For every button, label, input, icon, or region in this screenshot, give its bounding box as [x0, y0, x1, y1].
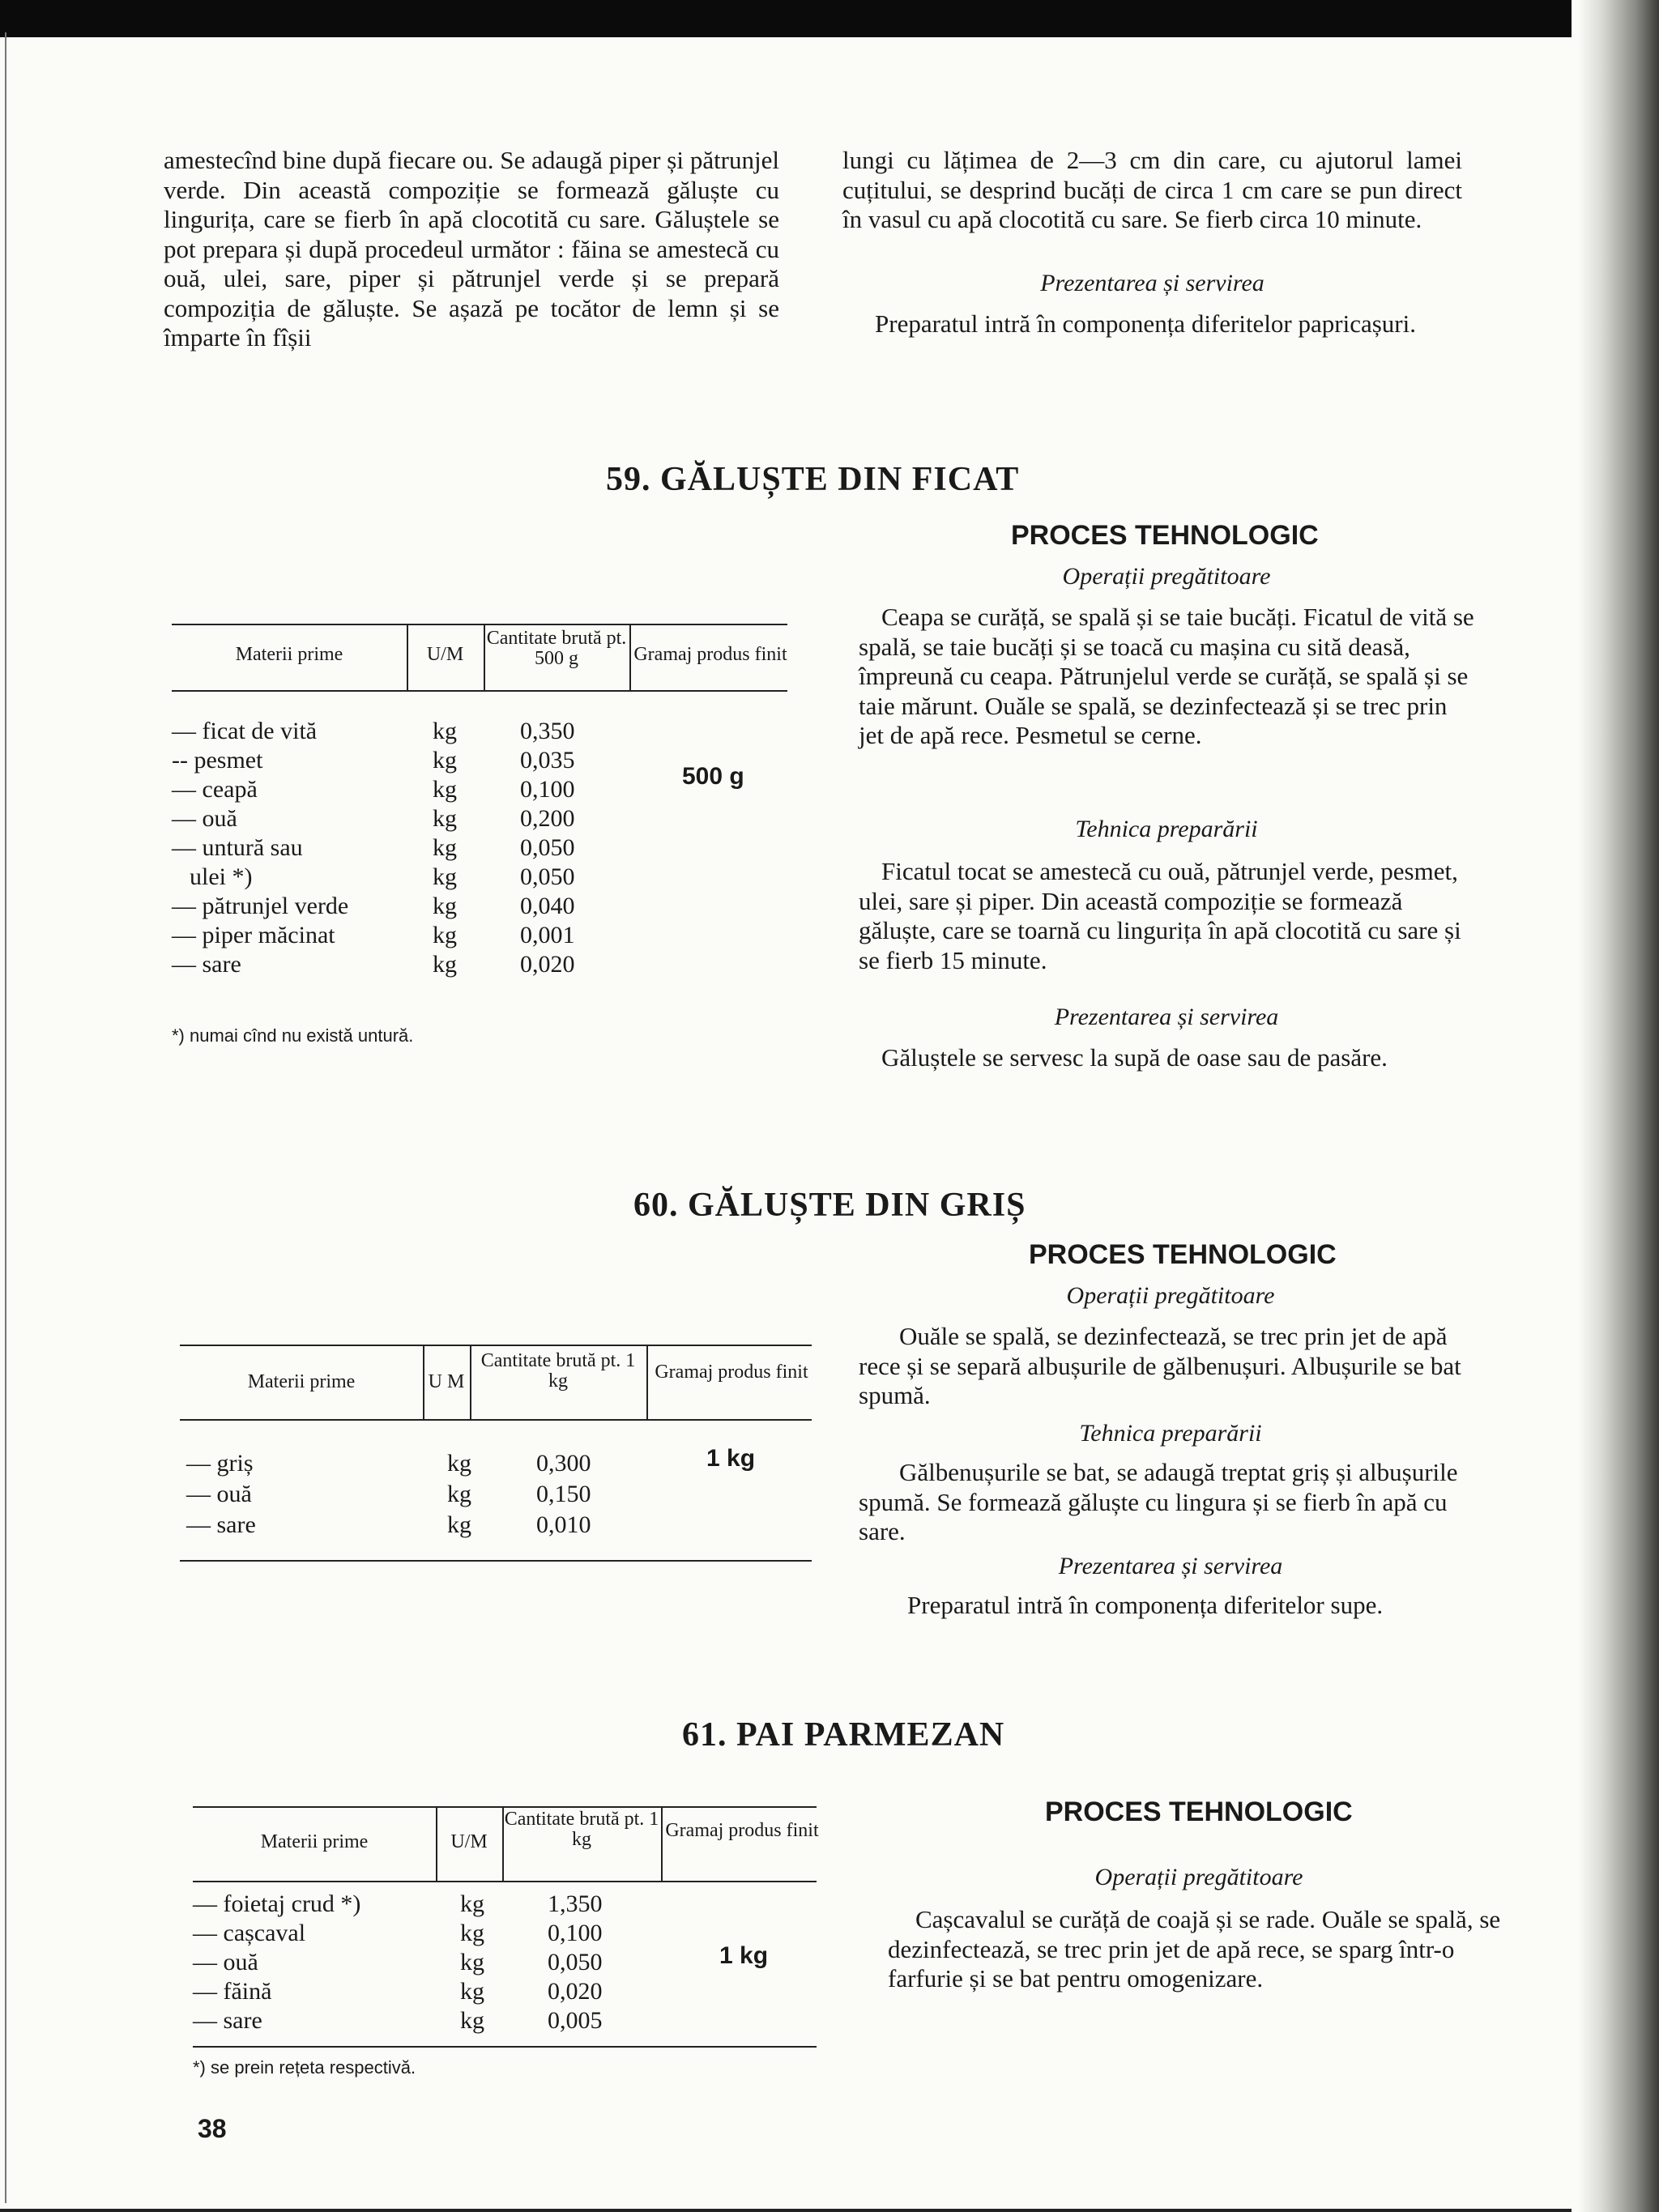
section-text: Ouăle se spală, se dezinfectează, se trec prin jet de apă rece și se separă albușurile de gălbenușuri. Albușurile se bat spumă.: [859, 1322, 1461, 1410]
recipe-60-table: Materii prime U M Cantitate brută pt. 1 kg Gramaj produs finit — griș kg 0,300 — ouă kg 0,150 — sare kg 0,010 1 kg: [180, 1338, 820, 1581]
header-yield: Gramaj produs finit: [655, 1362, 808, 1383]
page-number: 38: [198, 2114, 227, 2143]
recipe-60-title: 60. GĂLUȘTE DIN GRIȘ: [633, 1187, 1026, 1224]
section-text: Găluștele se servesc la supă de oase sau de pasăre.: [881, 1043, 1388, 1072]
header-quantity: Cantitate brută pt. 1 kg: [504, 1809, 659, 1851]
yield-value: 1 kg: [719, 1942, 769, 1969]
table-rule: [193, 1806, 817, 1808]
section-heading: Tehnica preparării: [1075, 816, 1258, 842]
recipe-61-process-title: PROCES TEHNOLOGIC: [1045, 1796, 1353, 1827]
scan-top-border: [0, 0, 1572, 37]
section-text: Cașcavalul se curăță de coajă și se rade. Ouăle se spală, se dezinfectează, se trec prin jet de apă rece, se sparg într-o farfurie și se bat pentru omogenizare.: [888, 1905, 1501, 1993]
table-rule: [180, 1560, 812, 1562]
table-rule: [172, 624, 787, 625]
header-quantity: Cantitate brută pt. 500 g: [486, 628, 627, 670]
section-heading: Tehnica preparării: [1079, 1420, 1262, 1447]
intro-serving-subtitle: Prezentarea și servirea: [1040, 270, 1265, 296]
section-text: Preparatul intră în componența diferitelor supe.: [907, 1591, 1384, 1619]
header-yield: Gramaj produs finit: [633, 644, 787, 665]
recipe-59-process-title: PROCES TEHNOLOGIC: [1011, 520, 1319, 551]
header-um: U M: [428, 1371, 465, 1392]
table-rule: [180, 1419, 812, 1421]
section-text: Gălbenușurile se bat, se adaugă treptat griș și albușurile spumă. Se formează găluște cu lingura și se fierb în apă cu sare.: [859, 1458, 1458, 1546]
header-materials: Materii prime: [247, 1371, 356, 1392]
recipe-60-process-title: PROCES TEHNOLOGIC: [1029, 1239, 1337, 1270]
yield-value: 1 kg: [706, 1445, 756, 1472]
recipe-61-table: Materii prime U/M Cantitate brută pt. 1 kg Gramaj produs finit — foietaj crud *) kg 1,350 — cașcaval kg 0,100 — ouă kg 0,050 — făină kg 0,020 — sare kg 0,005 1 kg: [193, 1800, 825, 2059]
recipe-59-title: 59. GĂLUȘTE DIN FICAT: [606, 461, 1020, 498]
section-text: Ficatul tocat se amestecă cu ouă, pătrunjel verde, pesmet, ulei, sare și piper. Din această compoziție se formează găluște, care se toarnă cu lingurița în apă clocotită cu sare și se fierb 15 minute.: [859, 857, 1461, 974]
recipe-61-title: 61. PAI PARMEZAN: [682, 1716, 1005, 1754]
header-materials: Materii prime: [235, 644, 343, 665]
header-um: U/M: [450, 1831, 488, 1852]
recipe-61-footnote: *) se prein rețeta respectivă.: [193, 2057, 416, 2078]
header-um: U/M: [426, 644, 464, 665]
header-yield: Gramaj produs finit: [665, 1820, 819, 1841]
section-text: Ceapa se curăță, se spală și se taie bucăți. Ficatul de vită se spală, se taie bucăți și se toacă cu mașina cu sită deasă, împreună cu ceapa. Pătrunjelul verde se curăță, se spală și se taie mărunt. Ouăle se spală, se dezinfectează și se trec prin jet de apă rece. Pesmetul se cerne.: [859, 603, 1474, 750]
table-rule: [180, 1345, 812, 1346]
section-heading: Operații pregătitoare: [1094, 1864, 1303, 1890]
scan-left-edge: [5, 32, 6, 2203]
table-rule: [193, 2046, 817, 2048]
yield-value: 500 g: [682, 763, 744, 790]
scan-right-page-edge: [1578, 0, 1659, 2212]
section-heading: Prezentarea și servirea: [1058, 1553, 1283, 1579]
scan-bottom-edge: [0, 2209, 1572, 2212]
section-heading: Operații pregătitoare: [1066, 1282, 1275, 1309]
header-materials: Materii prime: [260, 1831, 369, 1852]
table-divider: [661, 1806, 663, 1881]
section-heading: Operații pregătitoare: [1062, 563, 1271, 590]
recipe-59-table: Materii prime U/M Cantitate brută pt. 500 g Gramaj produs finit — ficat de vită kg 0,350 -- pesmet kg 0,035 — ceapă kg 0,100 — ouă kg 0,200 — untură sau kg 0,050 ulei *) kg 0,050 — pătrunjel verde kg 0,040 — piper măcinat kg 0,001 — sare kg 0,020 500 g: [172, 616, 795, 1004]
recipe-59-footnote: *) numai cînd nu există untură.: [172, 1025, 414, 1046]
header-quantity: Cantitate brută pt. 1 kg: [480, 1350, 636, 1392]
intro-serving-text: Preparatul intră în componența diferitelor papricașuri.: [875, 309, 1416, 338]
intro-left-text: amestecînd bine după fiecare ou. Se adaugă piper și pătrunjel verde. Din această compoziție se formează găluște cu lingurița, care se fierb în apă clocotită cu sare. Găluștele se pot prepara și după procedeul următor : făina se amestecă cu ouă, ulei, sare, piper și pătrunjel verde și se prepară compoziția de găluște. Se așază pe tocător de lemn și se împarte în fîșii: [164, 146, 779, 352]
table-rule: [193, 1881, 817, 1882]
section-heading: Prezentarea și servirea: [1054, 1004, 1279, 1030]
table-rule: [172, 690, 787, 692]
intro-right-text: lungi cu lățimea de 2—3 cm din care, cu ajutorul lamei cuțitului, se desprind bucăți de circa 1 cm care se pun direct în vasul cu apă clocotită cu sare. Se fierb circa 10 minute.: [842, 146, 1462, 234]
